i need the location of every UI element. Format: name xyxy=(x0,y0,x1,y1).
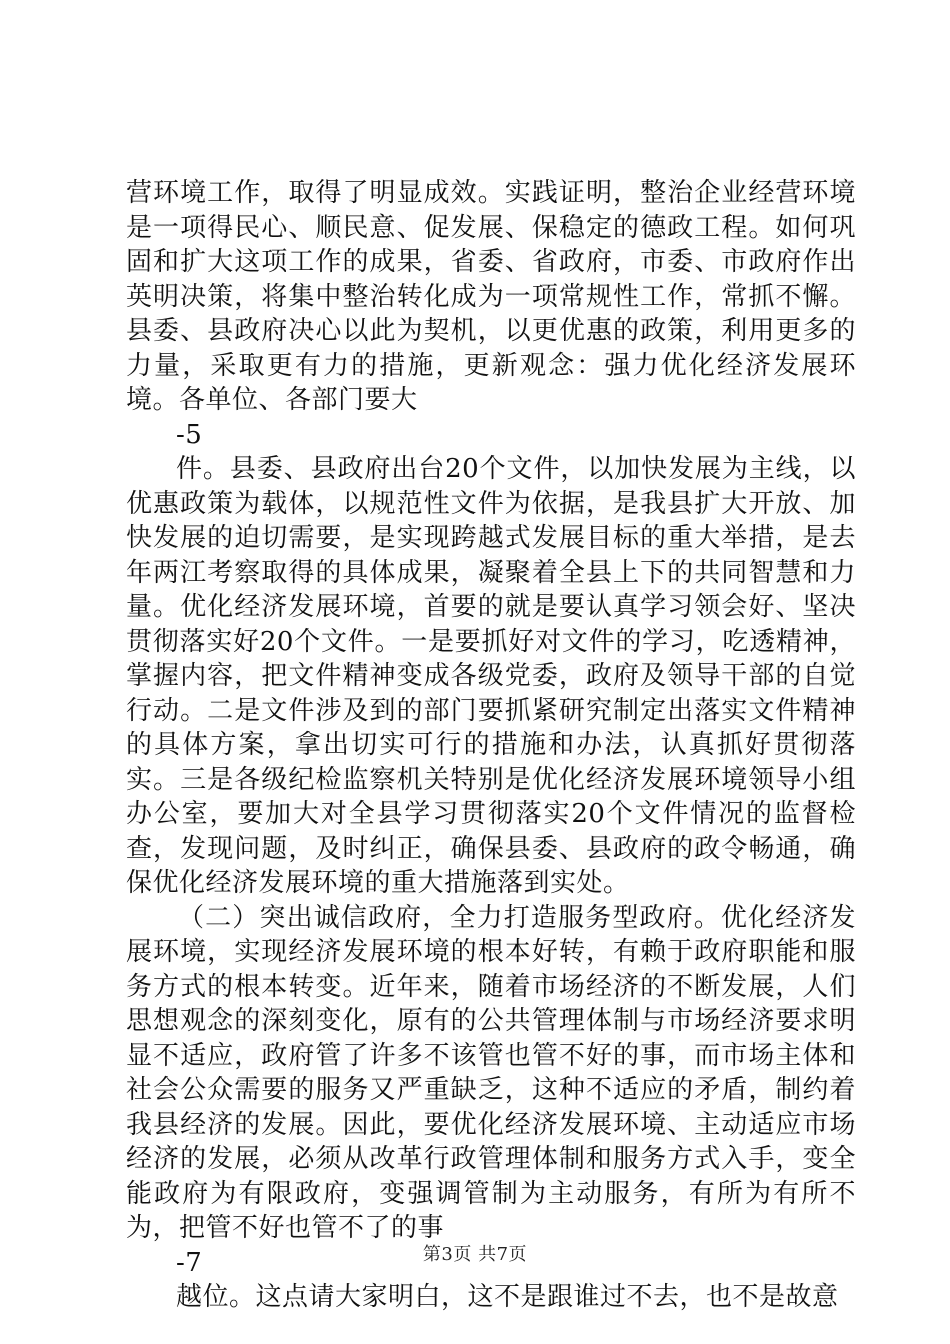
page-mark-7: -7 xyxy=(176,1247,203,1278)
paragraph-3: （二）突出诚信政府，全力打造服务型政府。优化经济发展环境，实现经济发展环境的根本好转，有赖于政府职能和服务方式的根本转变。近年来，随着市场经济的不断发展，人们思想观念的深刻变化，原有的公共管理体制与市场经济要求明显不适应，政府管了许多不该管也管不好的事，而市场主体和社会公众需要的服务又严重缺乏，这种不适应的矛盾，制约着我县经济的发展。因此，要优化经济发展环境、主动适应市场经济的发展，必须从改革行政管理体制和服务方式入手，变全能政府为有限政府，变强调管制为主动服务，有所为有所不为，把管不好也管不了的事 xyxy=(126,902,856,1243)
page-footer: 第3页 共7页 xyxy=(422,1244,528,1265)
document-body xyxy=(126,176,856,1315)
page-mark-5: -5 xyxy=(176,419,203,450)
paragraph-2: 件。县委、县政府出台20个文件，以加快发展为主线，以优惠政策为载体，以规范性文件为依据，是我县扩大开放、加快发展的迫切需要，是实现跨越式发展目标的重大举措，是去年两江考察取得的具体成果，凝聚着全县上下的共同智慧和力量。优化经济发展环境，首要的就是要认真学习领会好、坚决贯彻落实好20个文件。一是要抓好对文件的学习，吃透精神，掌握内容，把文件精神变成各级党委，政府及领导干部的自觉行动。二是文件涉及到的部门要抓紧研究制定出落实文件精神的具体方案，拿出切实可行的措施和办法，认真抓好贯彻落实。三是各级纪检监察机关特别是优化经济发展环境领导小组办公室，要加大对全县学习贯彻落实20个文件情况的监督检查，发现问题，及时纠正，确保县委、县政府的政令畅通，确保优化经济发展环境的重大措施落到实处。 xyxy=(126,454,856,898)
paragraph-4: 越位。这点请大家明白，这不是跟谁过不去，也不是故意 xyxy=(176,1282,839,1312)
paragraph-1: 营环境工作，取得了明显成效。实践证明，整治企业经营环境是一项得民心、顺民意、促发展、保稳定的德政工程。如何巩固和扩大这项工作的成果，省委、省政府，市委、市政府作出英明决策，将集中整治转化成为一项常规性工作，常抓不懈。县委、县政府决心以此为契机，以更优惠的政策，利用更多的力量，采取更有力的措施，更新观念：强力优化经济发展环境。各单位、各部门要大 xyxy=(126,178,856,415)
